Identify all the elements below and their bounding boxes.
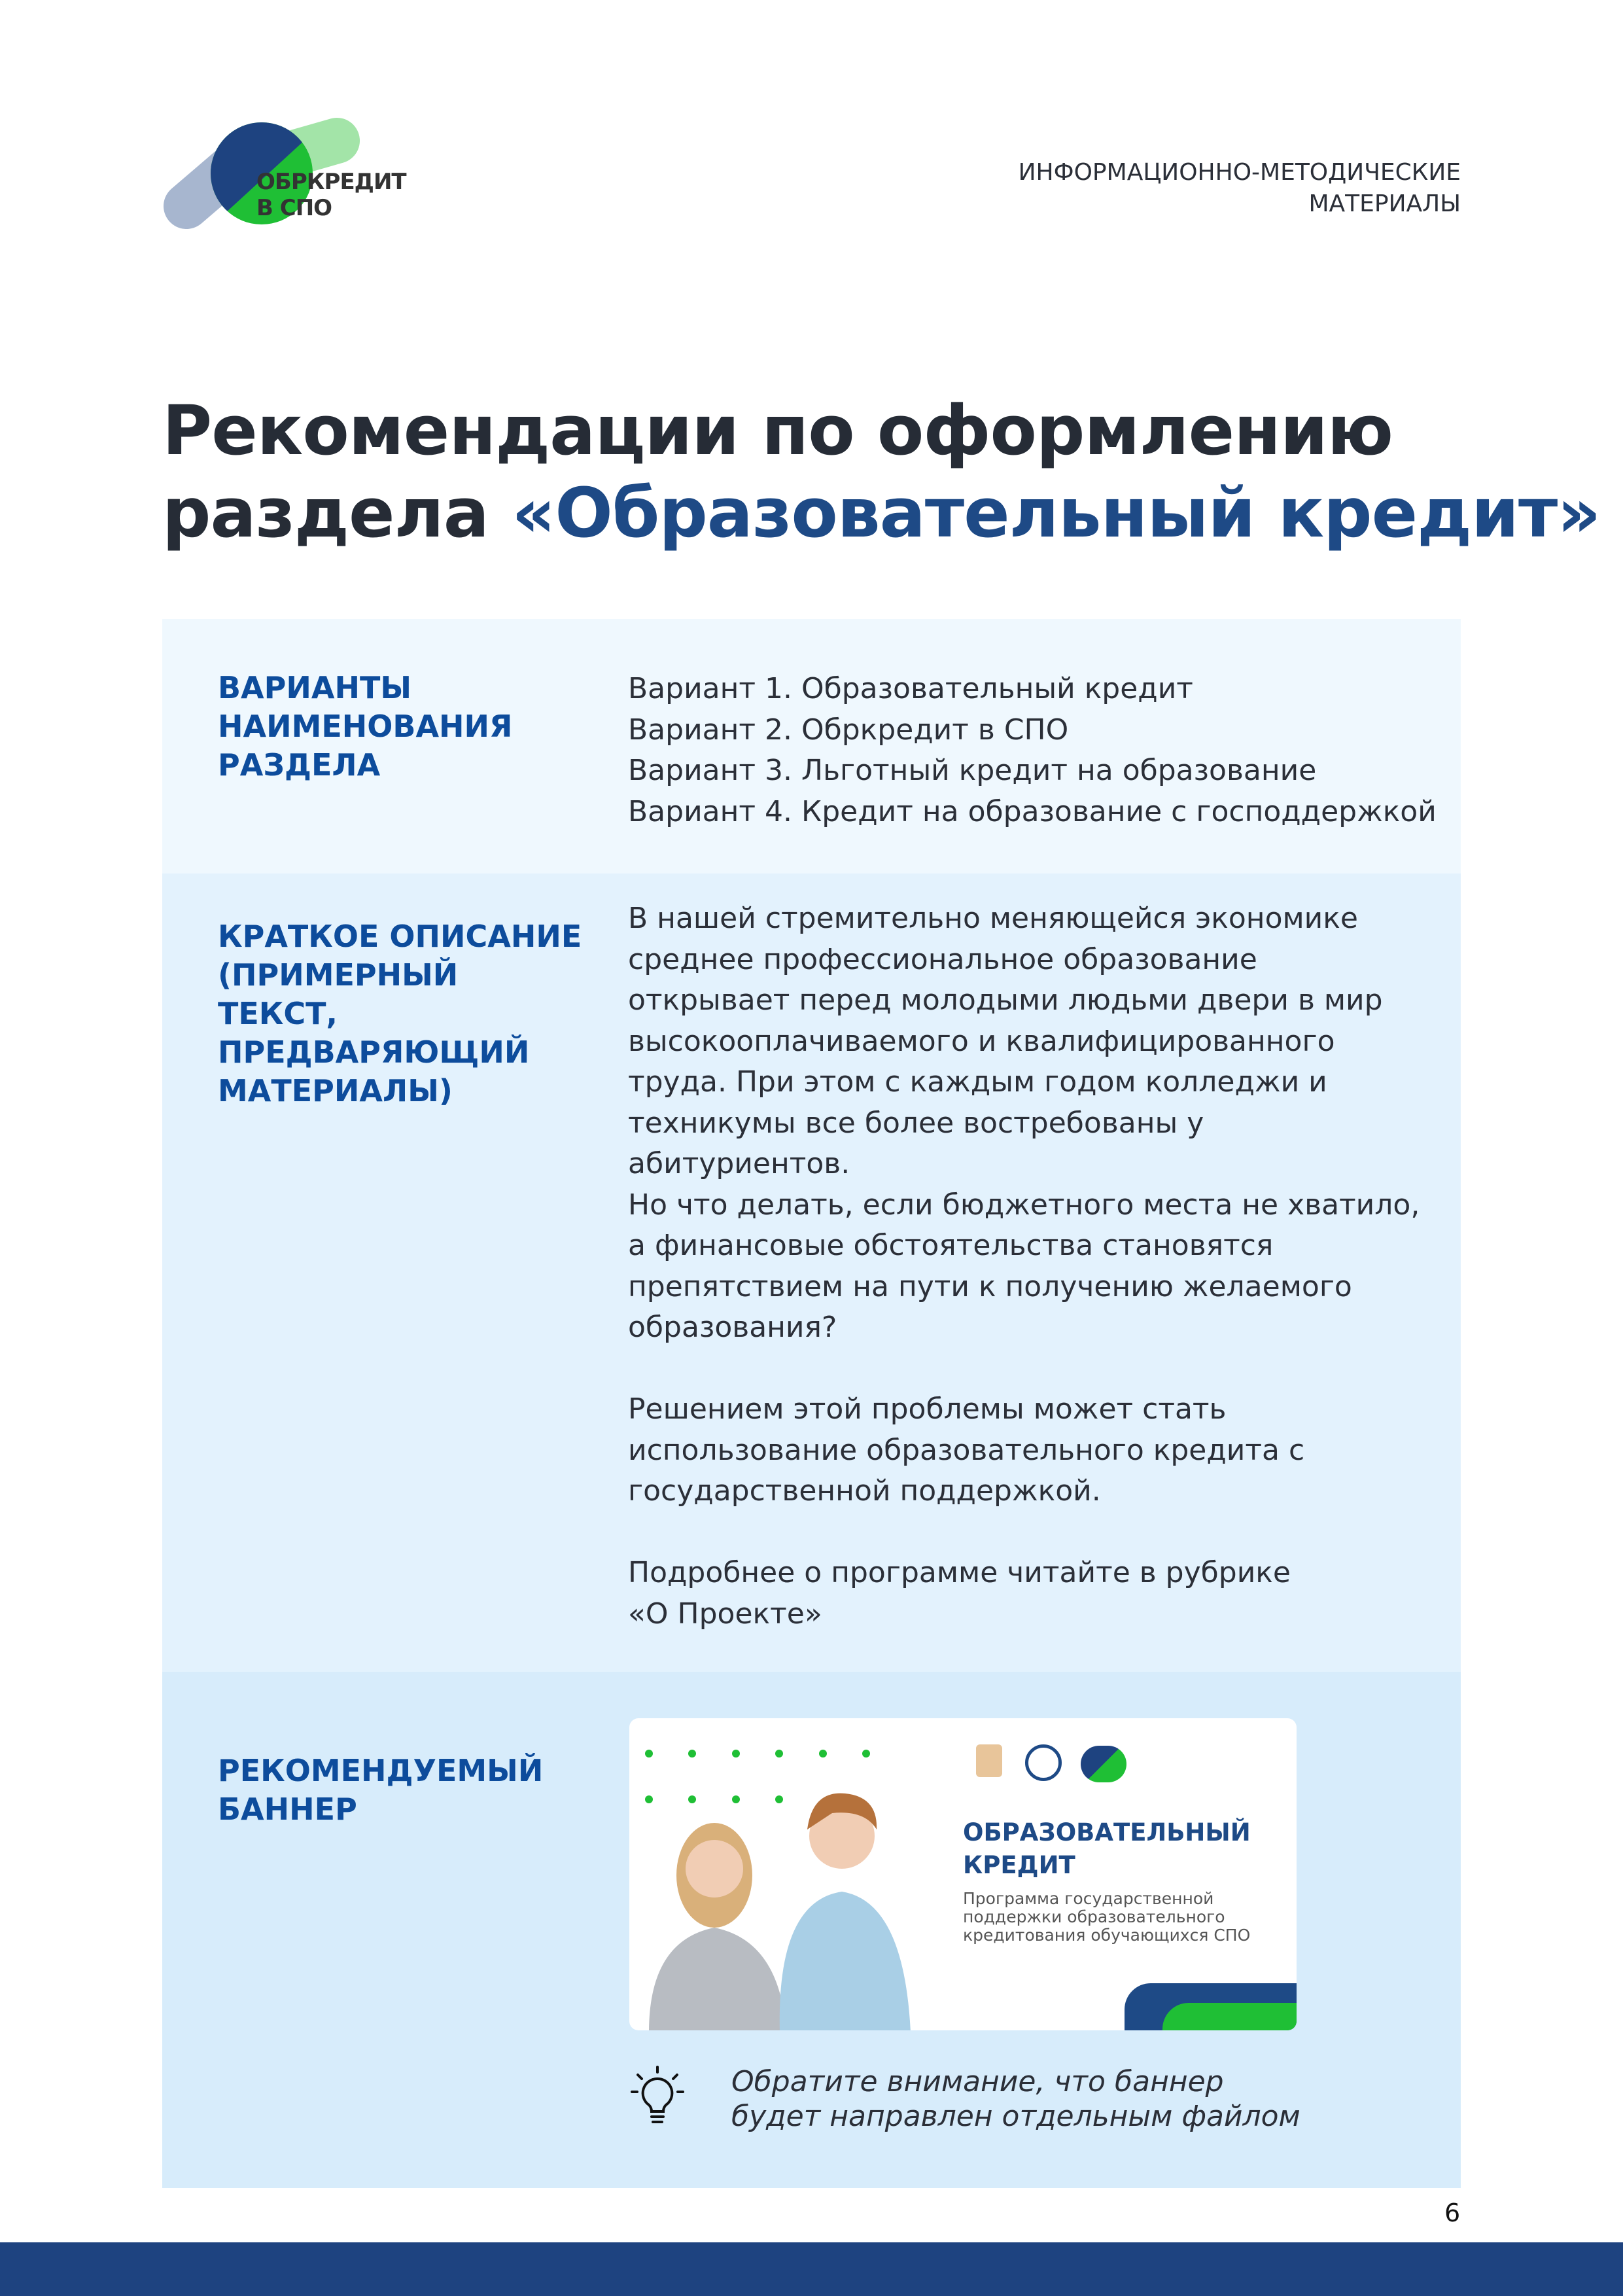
row-text: Вариант 1. Образовательный кредит Вариант 2. Обркредит в СПО Вариант 3. Льготный кредит на образование Вариант 4. Кредит на образование с господдержкой [628, 672, 1437, 828]
short-description-row [162, 874, 1461, 1672]
footer-bar [0, 2242, 1623, 2296]
banner-subtitle: Программа государственной поддержки образовательного кредитования обучающихся СПО [963, 1889, 1251, 1945]
obrkredit-mini-logo [1081, 1746, 1126, 1782]
recommended-banner-row [162, 1672, 1461, 2188]
row-text: В нашей стремительно меняющейся экономике среднее профессиональное образование открывает перед молодыми людьми двери в мир высокооплачиваемого и квалифицированного труда. При этом с каждым годом колледжи и техникумы все более востребованы у абитуриентов. Но что делать, если бюджетного места не хватило, а финансовые обстоятельства становятся препятствием на пути к получению желаемого образования? Решением этой проблемы может стать использование образовательного кредита с государственной поддержкой. Подробнее о программе читайте в рубрике «О Проекте» [628, 902, 1420, 1631]
lightbulb-icon [628, 2064, 687, 2130]
row-label: ВАРИАНТЫ НАИМЕНОВАНИЯ РАЗДЕЛА [218, 670, 513, 783]
row-label: КРАТКОЕ ОПИСАНИЕ (ПРИМЕРНЫЙ ТЕКСТ, ПРЕДВАРЯЮЩИЙ МАТЕРИАЛЫ) [218, 919, 582, 1108]
section-name-variants-row [162, 619, 1461, 874]
students-photo [636, 1771, 950, 2030]
header-note: ИНФОРМАЦИОННО-МЕТОДИЧЕСКИЕ МАТЕРИАЛЫ [1018, 159, 1461, 217]
logo-text: ОБРКРЕДИТ В СПО [256, 169, 406, 221]
banner-note: Обратите внимание, что баннер будет направлен отдельным файлом [731, 2065, 1300, 2133]
partner-emblem-icon [1025, 1744, 1062, 1781]
ministry-emblem-icon [976, 1744, 1002, 1777]
row-label: РЕКОМЕНДУЕМЫЙ БАННЕР [218, 1753, 544, 1827]
banner-image [629, 1718, 1297, 2030]
banner-title: ОБРАЗОВАТЕЛЬНЫЙ КРЕДИТ [963, 1818, 1251, 1879]
page-title: Рекомендации по оформлению раздела «Образовательный кредит» [162, 391, 1601, 553]
page-number: 6 [1444, 2199, 1461, 2227]
